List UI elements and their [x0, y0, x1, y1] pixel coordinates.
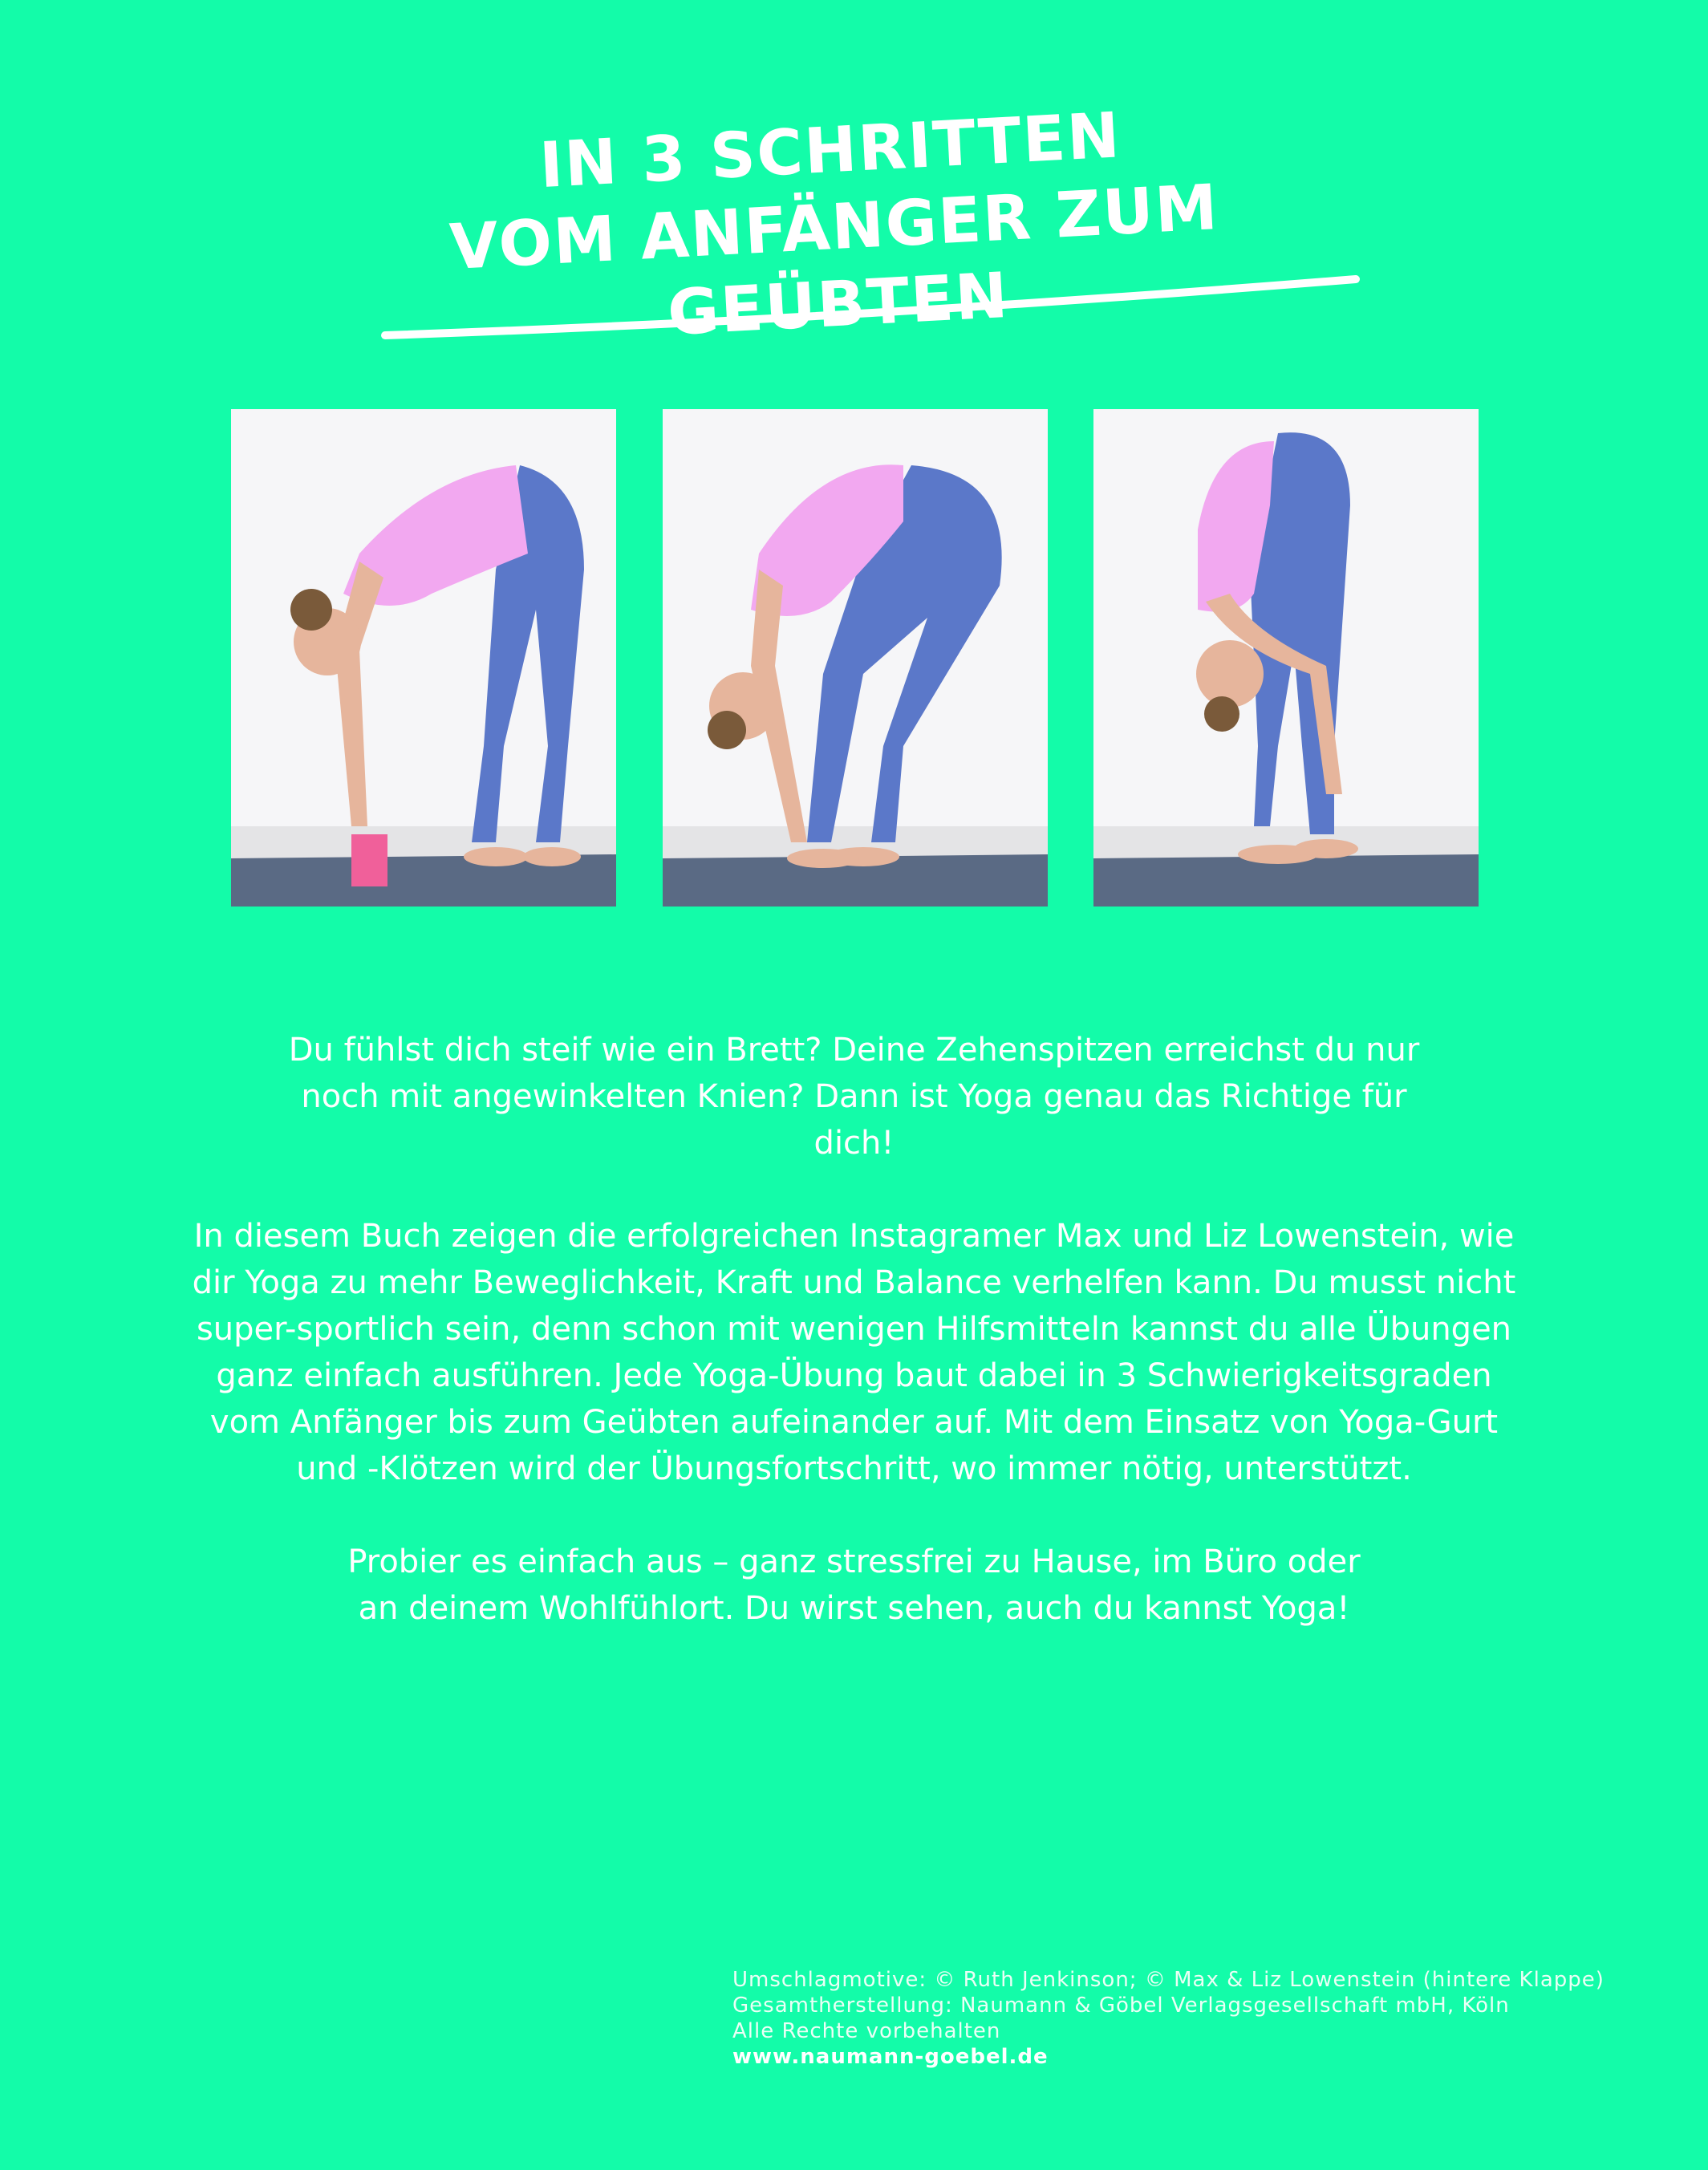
- photo-row: [231, 409, 1479, 907]
- headline-underline: [377, 265, 1372, 345]
- blurb-paragraph-3: Probier es einfach aus – ganz stressfrei zu Hause, im Büro oder an deinem Wohlfühlort. Du wirst sehen, auch du kannst Yoga!: [347, 1543, 1361, 1627]
- photo-step-3: [1093, 409, 1479, 907]
- photo-step-2: [663, 409, 1048, 907]
- credits-line-3: Alle Rechte vorbehalten: [732, 2019, 1001, 2043]
- blurb-paragraph-2: In diesem Buch zeigen die erfolgreichen Instagramer Max und Liz Lowenstein, wie dir Yoga zu mehr Beweglichkeit, Kraft und Balance verhelfen kann. Du musst nicht super-sportlich sein, denn schon mit wenigen Hilfsmitteln kannst du alle Übungen ganz einfach ausführen. Jede Yoga-Übung baut dabei in 3 Schwierigkeitsgraden vom Anfänger bis zum Geübten aufeinander auf. Mit dem Einsatz von Yoga-Gurt und -Klötzen wird der Übungsfortschritt, wo immer nötig, unterstützt.: [192, 1218, 1516, 1487]
- blurb: [160, 1027, 1548, 1678]
- publisher-url[interactable]: www.naumann-goebel.de: [732, 2045, 1049, 2069]
- credits: [732, 1967, 1615, 2070]
- credits-line-1: Umschlagmotive: © Ruth Jenkinson; © Max & Liz Lowenstein (hintere Klappe): [732, 1968, 1605, 1992]
- credits-line-2: Gesamtherstellung: Naumann & Göbel Verlagsgesellschaft mbH, Köln: [732, 1994, 1510, 2018]
- blurb-paragraph-1: Du fühlst dich steif wie ein Brett? Deine Zehenspitzen erreichst du nur noch mit angewinkelten Knien? Dann ist Yoga genau das Richtige für dich!: [288, 1032, 1420, 1162]
- headline-line-2: VOM ANFÄNGER ZUM GEÜBTEN: [448, 171, 1221, 350]
- headline-line-1: IN 3 SCHRITTEN: [538, 99, 1123, 203]
- photo-step-1: [231, 409, 616, 907]
